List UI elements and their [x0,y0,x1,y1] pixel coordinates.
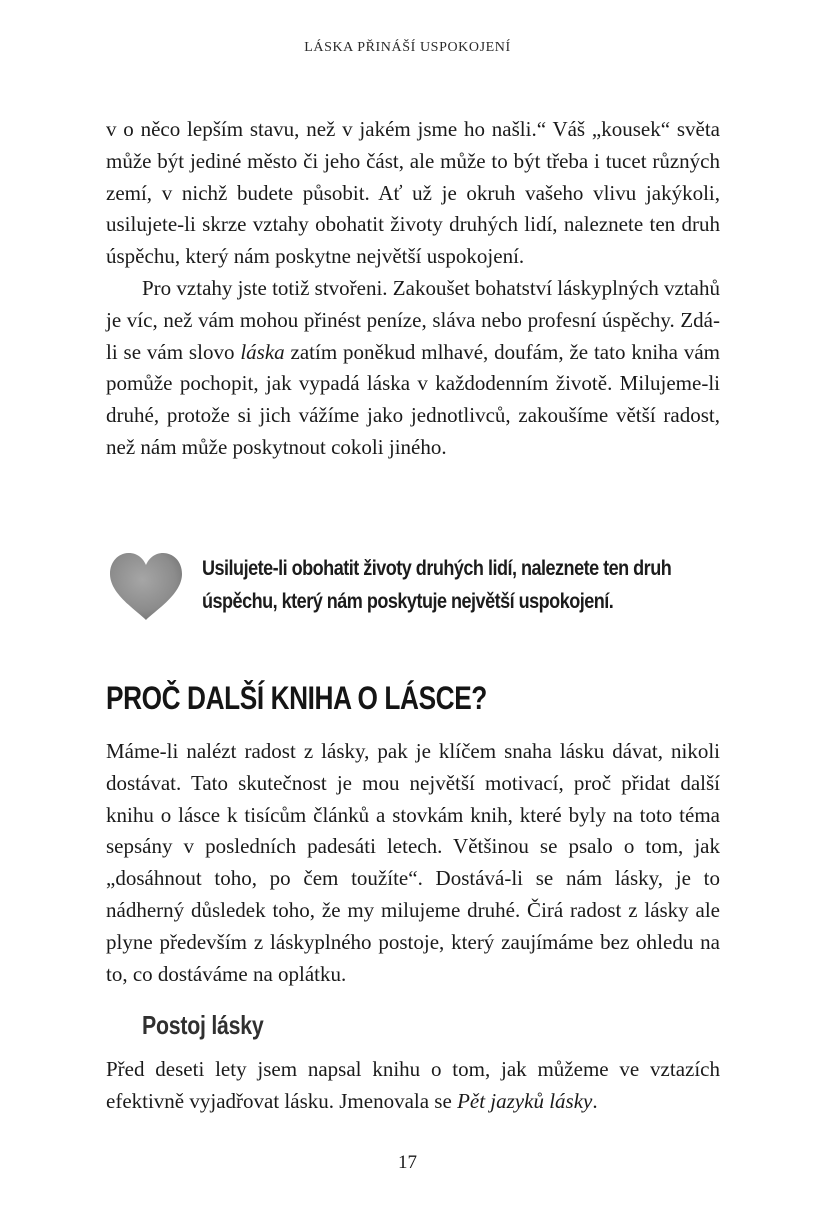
text-block-subsection [106,1054,720,1118]
heart-shape [110,553,182,620]
book-title-emphasis: Pět jazyků lásky [457,1088,593,1113]
pull-quote-text [202,552,684,618]
heart-icon [106,550,186,622]
page-number: 17 [398,1152,417,1173]
pull-quote-line-2: úspěchu, který nám poskytuje největší uspokojení. [202,590,614,613]
subsection-paragraph [106,1054,720,1118]
paragraph-2-part-b: zatím poněkud mlhavé, doufám, že tato kniha vám pomůže pochopit, jak vypadá láska v každodenním životě. Milujeme-li druhé, protože si jich vážíme jako jednotlivců, zakoušíme větší radost, než nám může poskytnout cokoli jiného. [106,339,721,459]
subsection-paragraph-part-b: . [592,1088,598,1113]
section-heading: PROČ DALŠÍ KNIHA O LÁSCE? [106,680,487,716]
pull-quote-line-1: Usilujete-li obohatit životy druhých lidí, naleznete ten druh [202,557,672,580]
running-head: LÁSKA PŘINÁŠÍ USPOKOJENÍ [304,40,511,55]
paragraph-2-emphasis: láska [240,339,285,364]
paragraph-2-part-a: Pro vztahy jste totiž stvořeni. Zakoušet bohatství láskyplných vztahů je víc, než vám mohou přinést peníze, sláva nebo profesní úspěchy. Zdá-li se vám slovo [106,275,720,364]
text-block-section [106,736,720,990]
paragraph-2 [106,273,720,464]
subsection-heading: Postoj lásky [142,1010,264,1040]
text-block-intro [106,114,720,464]
subsection-paragraph-part-a: Před deseti lety jsem napsal knihu o tom, jak můžeme ve vztazích efektivně vyjadřovat lásku. Jmenovala se [106,1057,720,1113]
section-paragraph: Máme-li nalézt radost z lásky, pak je klíčem snaha lásku dávat, nikoli dostávat. Tato skutečnost je mou největší motivací, proč přidat další knihu o lásce k tisícům článků a stovkám knih, které byly na toto téma sepsány v posledních padesáti letech. Většinou se psalo o tom, jak „dosáhnout toho, po čem toužíte“. Dostává-li se nám lásky, je to nádherný důsledek toho, že my milujeme druhé. Čirá radost z lásky ale plyne především z láskyplného postoje, který zaujímáme bez ohledu na to, co dostáváme na oplátku. [106,739,720,986]
paragraph-1: v o něco lepším stavu, než v jakém jsme ho našli.“ Váš „kousek“ světa může být jediné město či jeho část, ale může to být třeba i tucet různých zemí, v nichž budete působit. Ať už je okruh vašeho vlivu jakýkoli, usilujete-li skrze vztahy obohatit životy druhých lidí, naleznete ten druh úspěchu, který nám poskytne největší uspokojení. [106,117,720,269]
pull-quote [106,548,746,628]
